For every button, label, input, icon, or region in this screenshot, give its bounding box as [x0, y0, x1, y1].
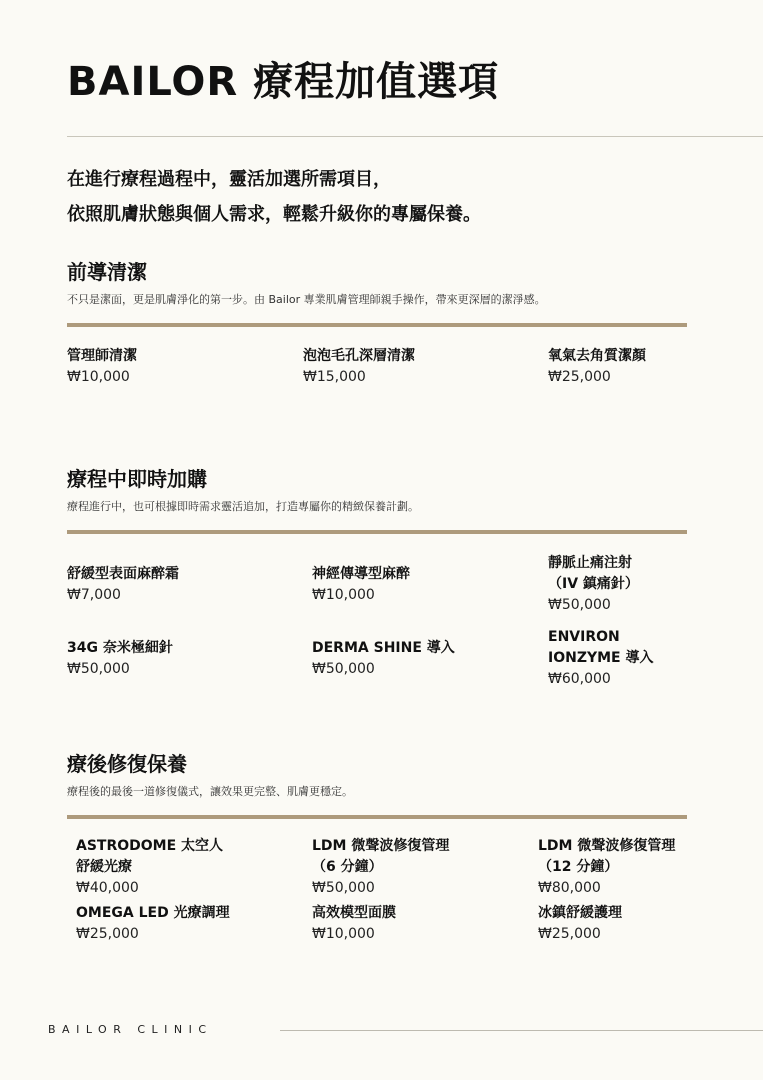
- section-post-treatment-care: [67, 750, 687, 819]
- service-name: 氧氣去角質潔顏: [548, 348, 646, 364]
- service-name-line-1: LDM 微聲波修復管理: [538, 838, 676, 854]
- service-price: ₩50,000: [312, 880, 375, 896]
- service-item: [67, 346, 137, 388]
- service-name-line-2: （12 分鐘）: [538, 859, 619, 875]
- service-item: [548, 627, 654, 690]
- service-price: ₩25,000: [76, 926, 139, 942]
- service-price: ₩50,000: [548, 597, 611, 613]
- service-price: ₩50,000: [312, 661, 375, 677]
- service-price: ₩40,000: [76, 880, 139, 896]
- service-name-line-1: LDM 微聲波修復管理: [312, 838, 450, 854]
- service-item: [76, 903, 230, 945]
- service-price: ₩10,000: [67, 369, 130, 385]
- service-item: [548, 346, 646, 388]
- service-name-line-1: ASTRODOME 太空人: [76, 838, 224, 854]
- service-price: ₩10,000: [312, 587, 375, 603]
- service-name-line-2: 舒緩光療: [76, 859, 132, 875]
- section-divider: [67, 815, 687, 819]
- service-item: [67, 638, 173, 680]
- service-item: [67, 564, 179, 606]
- top-divider: [67, 136, 763, 137]
- service-item: [538, 836, 675, 899]
- service-name-line-2: （IV 鎮痛針）: [548, 576, 639, 592]
- footer-brand: BAILOR CLINIC: [48, 1023, 213, 1036]
- service-price: ₩50,000: [67, 661, 130, 677]
- intro-line-1: 在進行療程過程中，靈活加選所需項目，: [67, 169, 391, 190]
- service-price: ₩10,000: [312, 926, 375, 942]
- service-name: 冰鎮舒緩護理: [538, 905, 622, 921]
- service-item: [312, 638, 455, 680]
- intro-line-2: 依照肌膚狀態與個人需求，輕鬆升級你的專屬保養。: [67, 204, 481, 225]
- service-price: ₩15,000: [303, 369, 366, 385]
- section-divider: [67, 530, 687, 534]
- service-item: [312, 836, 449, 899]
- service-name: 管理師清潔: [67, 348, 137, 364]
- section-description: 不只是潔面，更是肌膚淨化的第一步。由 Bailor 專業肌膚管理師親手操作，帶來更深層的潔淨感。: [67, 293, 546, 306]
- section-title: 療後修復保養: [67, 752, 187, 776]
- service-name-line-2: （6 分鐘）: [312, 859, 383, 875]
- section-title: 療程中即時加購: [67, 467, 207, 491]
- service-name-line-2: IONZYME 導入: [548, 650, 654, 666]
- service-item: [538, 903, 622, 945]
- service-item: [312, 564, 410, 606]
- page-title: BAILOR 療程加值選項: [67, 59, 500, 105]
- service-name: 舒緩型表面麻醉霜: [67, 566, 179, 582]
- service-price: ₩25,000: [548, 369, 611, 385]
- service-name: 神經傳導型麻醉: [312, 566, 410, 582]
- service-item: [548, 553, 639, 616]
- service-item: [76, 836, 223, 899]
- service-price: ₩60,000: [548, 671, 611, 687]
- service-price: ₩7,000: [67, 587, 121, 603]
- section-in-treatment-addons: [67, 465, 687, 534]
- service-name-line-1: 靜脈止痛注射: [548, 555, 632, 571]
- section-description: 療程後的最後一道修復儀式，讓效果更完整、肌膚更穩定。: [67, 785, 353, 798]
- service-price: ₩80,000: [538, 880, 601, 896]
- section-description: 療程進行中，也可根據即時需求靈活追加，打造專屬你的精緻保養計劃。: [67, 500, 419, 513]
- section-divider: [67, 323, 687, 327]
- service-name: 泡泡毛孔深層清潔: [303, 348, 415, 364]
- section-pre-cleansing: [67, 258, 687, 327]
- service-name: DERMA SHINE 導入: [312, 640, 455, 656]
- footer-divider: [280, 1030, 763, 1031]
- service-name: 高效模型面膜: [312, 905, 396, 921]
- service-item: [312, 903, 396, 945]
- service-item: [303, 346, 415, 388]
- service-name-line-1: ENVIRON: [548, 629, 620, 645]
- service-price: ₩25,000: [538, 926, 601, 942]
- section-title: 前導清潔: [67, 260, 147, 284]
- service-name: OMEGA LED 光療調理: [76, 905, 230, 921]
- intro-text: [67, 162, 481, 232]
- service-name: 34G 奈米極細針: [67, 640, 173, 656]
